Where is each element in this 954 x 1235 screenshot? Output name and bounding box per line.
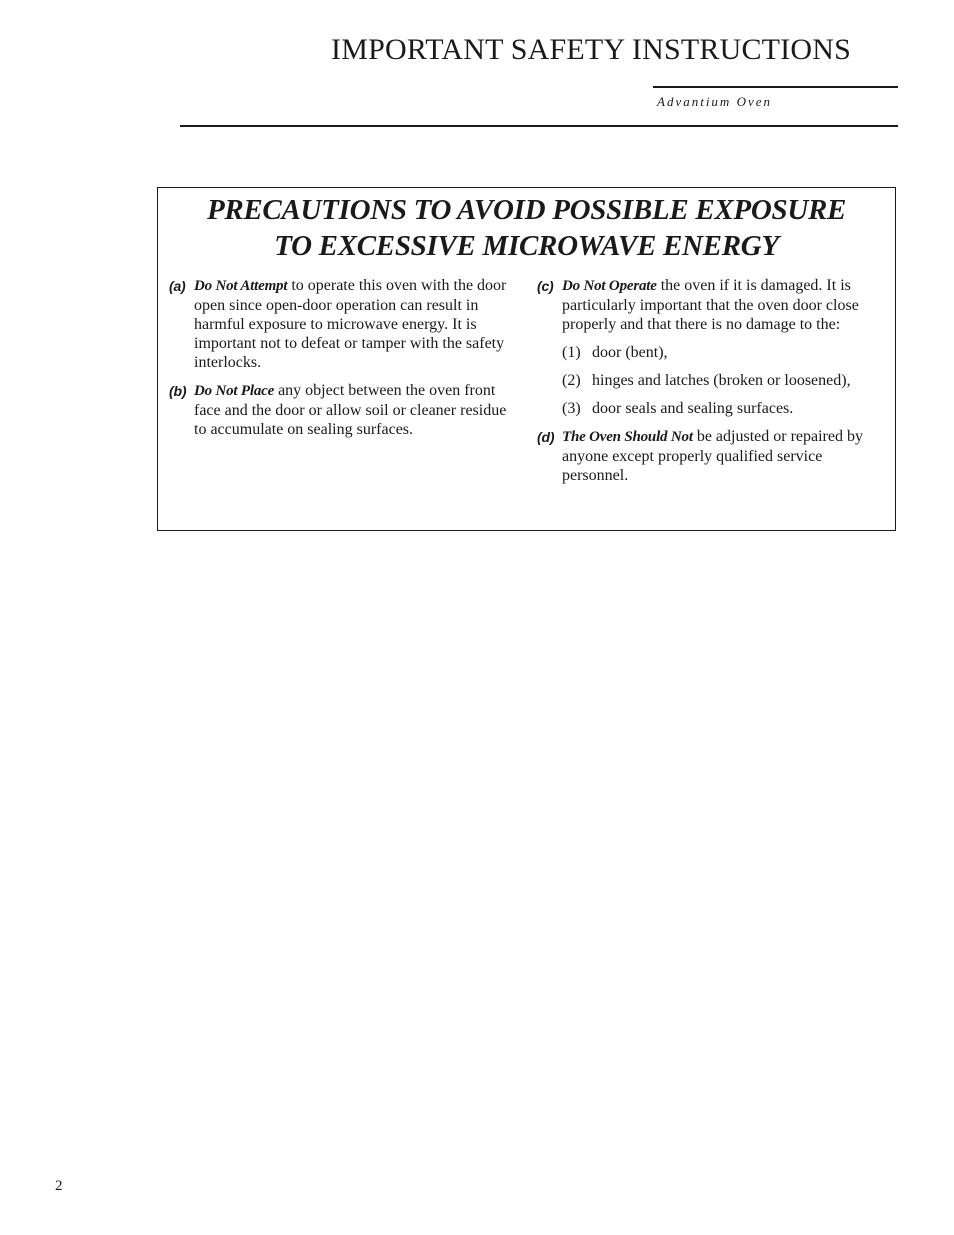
list-item-number: (3) [562, 400, 581, 417]
item-text: the oven if it is damaged. It is particularly important that the oven door close properly and that there is no damage to the: [562, 277, 859, 333]
list-item [562, 371, 882, 390]
precautions-title-line-2: TO EXCESSIVE MICROWAVE ENERGY [274, 230, 779, 262]
item-text: any object between the oven front face and the door or allow soil or cleaner residue to accumulate on sealing surfaces. [194, 382, 507, 438]
list-item [562, 343, 882, 362]
item-lead: Do Not Attempt [194, 278, 288, 294]
precaution-item-a [169, 276, 519, 372]
header-short-rule [653, 86, 898, 88]
precautions-title-line-1: PRECAUTIONS TO AVOID POSSIBLE EXPOSURE [206, 194, 847, 226]
item-letter: (b) [169, 383, 187, 399]
right-column [537, 276, 882, 494]
item-letter: (d) [537, 429, 555, 445]
item-letter: (c) [537, 278, 554, 294]
item-text: be adjusted or repaired by anyone except properly qualified service personnel. [562, 428, 863, 484]
item-letter: (a) [169, 278, 186, 294]
precaution-item-b [169, 381, 519, 439]
damage-sublist [562, 343, 882, 418]
left-column [169, 276, 519, 448]
item-text: to operate this oven with the door open since open-door operation can result in harmful exposure to microwave energy. It is important not to defeat or tamper with the safety interlocks. [194, 277, 507, 371]
page-header-title: IMPORTANT SAFETY INSTRUCTIONS [331, 33, 851, 66]
list-item-number: (2) [562, 372, 581, 389]
list-item [562, 399, 882, 418]
list-item-text: door (bent), [592, 344, 668, 361]
item-lead: Do Not Operate [562, 278, 657, 294]
item-lead: Do Not Place [194, 383, 275, 399]
header-rule [180, 125, 898, 127]
precautions-title [158, 192, 895, 264]
precautions-box [157, 187, 896, 531]
precaution-item-c [537, 276, 882, 334]
page-header-subtitle: Advantium Oven [657, 94, 773, 109]
list-item-text: hinges and latches (broken or loosened), [592, 372, 851, 389]
item-lead: The Oven Should Not [562, 429, 693, 445]
precaution-item-d [537, 427, 882, 485]
list-item-text: door seals and sealing surfaces. [592, 400, 794, 417]
page-number: 2 [55, 1178, 63, 1194]
list-item-number: (1) [562, 344, 581, 361]
